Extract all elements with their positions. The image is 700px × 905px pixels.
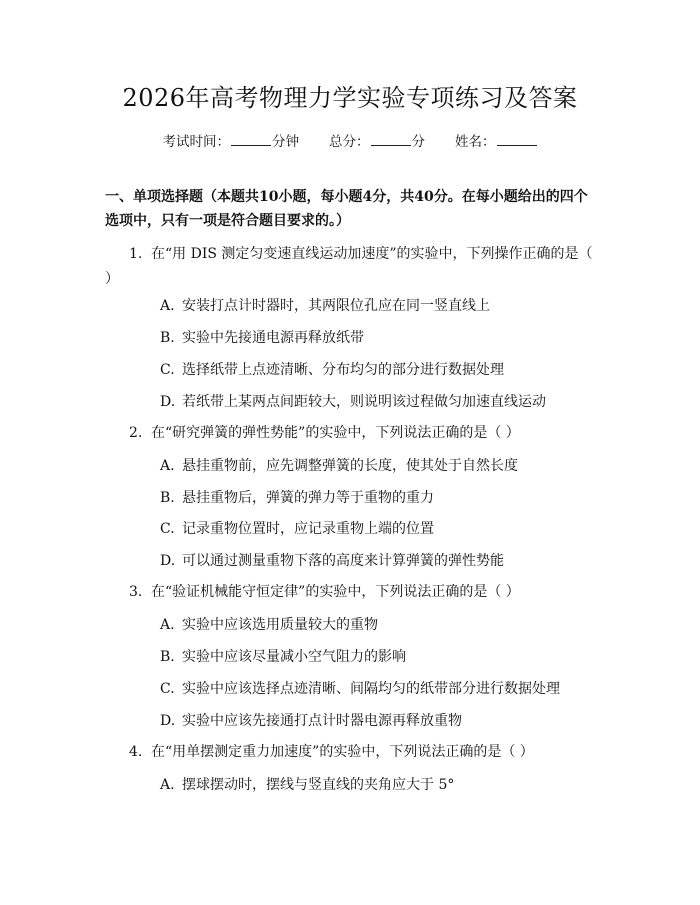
option-1d [160,391,600,413]
option-2d [160,550,600,572]
name-blank [497,131,537,146]
question-3 [105,580,597,605]
score-unit: 分 [411,134,425,150]
option-3d [160,710,600,732]
option-1c [160,359,600,381]
question-text: 在“用 DIS 测定匀变速直线运动加速度”的实验中，下列操作正确的是（ ） [105,246,593,287]
time-label: 考试时间： [162,134,230,150]
option-label: D. [160,394,176,410]
option-label: D. [160,553,176,569]
option-label: D. [160,713,176,729]
option-text: 实验中先接通电源再释放纸带 [182,330,364,346]
option-label: C. [160,521,175,537]
option-label: B. [160,490,175,506]
option-3a [160,614,600,636]
option-1a [160,295,600,317]
question-text: 在“研究弹簧的弹性势能”的实验中，下列说法正确的是（ ） [151,425,520,441]
question-text: 在“验证机械能守恒定律”的实验中，下列说法正确的是（ ） [151,584,520,600]
exam-info-line [0,131,700,152]
option-text: 悬挂重物前，应先调整弹簧的长度，使其处于自然长度 [182,458,518,474]
score-blank [371,131,411,146]
option-text: 悬挂重物后，弹簧的弹力等于重物的重力 [182,490,434,506]
question-2 [105,421,597,446]
option-label: B. [160,649,175,665]
option-3b [160,646,600,668]
option-2c [160,518,600,540]
score-label: 总分： [329,134,370,150]
option-3c [160,678,600,700]
option-text: 安装打点计时器时，其两限位孔应在同一竖直线上 [182,298,490,314]
question-1 [105,242,597,292]
option-label: B. [160,330,175,346]
name-label: 姓名： [455,134,496,150]
option-label: C. [160,362,175,378]
question-number: 2. [129,425,143,441]
time-blank [231,131,271,146]
option-text: 选择纸带上点迹清晰、分布均匀的部分进行数据处理 [182,362,504,378]
option-text: 实验中应该尽量减小空气阻力的影响 [182,649,406,665]
option-label: C. [160,681,175,697]
option-text: 记录重物位置时，应记录重物上端的位置 [182,521,434,537]
option-label: A. [160,617,175,633]
question-number: 4. [129,744,143,760]
page-title: 2026年高考物理力学实验专项练习及答案 [122,84,578,112]
option-2b [160,487,600,509]
option-label: A. [160,298,175,314]
option-label: A. [160,458,175,474]
option-4a [160,774,600,796]
option-1b [160,327,600,349]
option-text: 可以通过测量重物下落的高度来计算弹簧的弹性势能 [182,553,504,569]
option-text: 若纸带上某两点间距较大，则说明该过程做匀加速直线运动 [182,394,546,410]
question-4 [105,740,597,765]
option-label: A. [160,777,175,793]
option-text: 实验中应该选用质量较大的重物 [182,617,378,633]
option-text: 实验中应该选择点迹清晰、间隔均匀的纸带部分进行数据处理 [182,681,560,697]
question-text: 在“用单摆测定重力加速度”的实验中，下列说法正确的是（ ） [151,744,534,760]
option-2a [160,455,600,477]
question-number: 3. [129,584,143,600]
time-unit: 分钟 [272,134,299,150]
question-number: 1. [129,246,143,262]
option-text: 实验中应该先接通打点计时器电源再释放重物 [182,713,462,729]
option-text: 摆球摆动时，摆线与竖直线的夹角应大于 5° [182,777,455,793]
section-heading: 一、单项选择题（本题共10小题，每小题4分，共40分。在每小题给出的四个选项中，只有一项是符合题目要求的。） [105,189,588,229]
